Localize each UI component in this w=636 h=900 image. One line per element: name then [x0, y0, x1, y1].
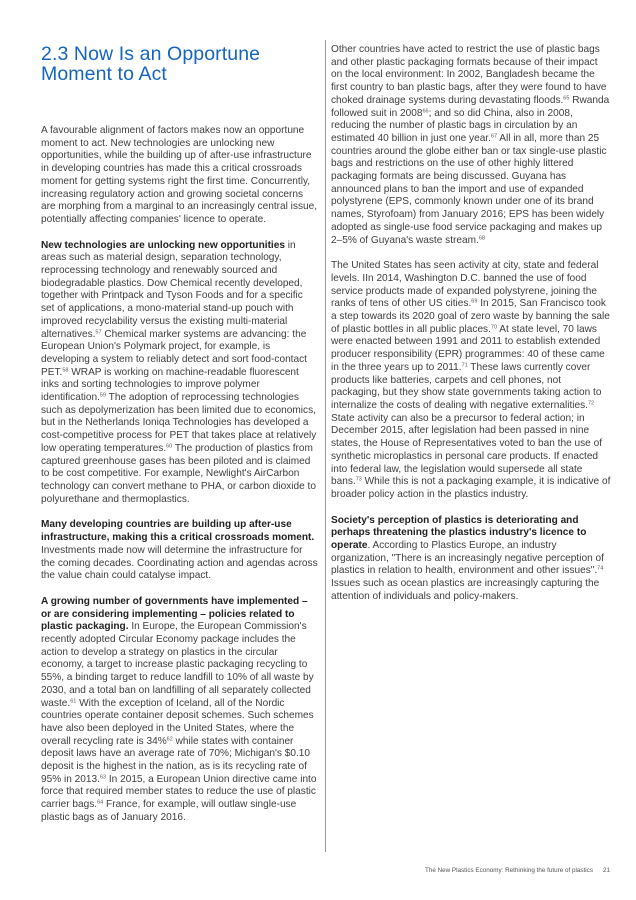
paragraph-lead: New technologies are unlocking new opportunities [41, 239, 285, 251]
society-perception-paragraph: Society's perception of plastics is deteriorating and perhaps threatening the plastics industry's licence to operate. According to Plastics Europe, an industry organization, "There is an increasingly negative perception of plastics in relation to health, environment and other issues".$^{74}$ Issues such as ocean plastics are increasingly capturing the attention of individuals and policy-makers. [331, 514, 604, 602]
infrastructure-paragraph: Many developing countries are building up after-use infrastructure, making this a critical crossroads moment. Investments made now will determine the infrastructure for the coming decades. Coordinating action and agendas across the value chain could catalyse impact. [41, 519, 318, 582]
footnote-ref: 72 [587, 400, 595, 407]
footnote-ref: 66 [422, 107, 429, 114]
intro-paragraph: A favourable alignment of factors makes now an opportune moment to act. New technologies are unlocking new opportunities, while the building up of after-use infrastructure in developing countries has made this a critical crossroads moment for getting systems right the first time. Concurrently, increasing regulatory action and growing societal concerns are morphing from a marginal to an increasingly central issue, potentially affecting companies' licence to operate. [41, 125, 318, 225]
footnote-ref: 73 [355, 476, 362, 483]
footnote-ref: 65 [563, 95, 570, 102]
other-countries-paragraph: Other countries have acted to restrict the use of plastic bags and other plastic packaging formats because of their impact on the local environment: In 2002, Bangladesh became the first country to ban plastic bags, after they were found to have choked drainage systems during devastating floods.$^{65}$ Rwanda followed suit in 2008$^{66}$; and so did China, also in 2008, reducing the number of plastic bags in circulation by an estimated 40 billion in just one year.$^{67}$ All in all, more than 25 countries around the globe either ban or tax single-use plastic bags and restrictions on the use of other highly littered packaging formats are being discussed. Guyana has announced plans to ban the import and use of expanded polystyrene (EPS, commonly known under one of its brand names, Styrofoam) from January 2016; EPS has been widely adopted as single-use food service packaging and makes up 2–5% of Guyana's waste stream.$^{68}$ [331, 44, 610, 246]
governments-paragraph: A growing number of governments have implemented – or are considering implementing – policies related to plastic packaging. In Europe, the European Commission's recently adopted Circular Economy package includes the action to develop a strategy on plastics in the circular economy, a target to increase plastic packaging recycling to 55%, a binding target to reduce landfill to 10% of all waste by 2030, and a total ban on landfilling of all separately collected waste.$^{61}$ With the exception of Iceland, all of the Nordic countries operate container deposit schemes. Such schemes have also been deployed in the United States, where the overall recycling rate is 34%$^{62}$ while states with container deposit laws have an average rate of 70%; Michigan's $0.10 deposit is the highest in the nation, as is its recycling rate of 95% in 2013.63 In 2015, a European Union directive came into force that required member states to reduce the use of plastic carrier bags.$^{64}$ France, for example, will outlaw single-use plastic bags as of January 2016. [41, 595, 317, 823]
footnote-ref: 64 [97, 799, 104, 806]
footnote-ref: 60 [166, 443, 173, 450]
footnote-ref: 69 [471, 298, 478, 305]
footnote-ref: 59 [99, 392, 107, 399]
footnote-ref: 62 [166, 736, 173, 743]
paragraph-lead: Society's perception of plastics is deteriorating and perhaps threatening the plastics industry's licence to operate [331, 514, 587, 552]
right-column [331, 44, 611, 617]
paragraph-lead: A growing number of governments have implemented – or are considering implementing – policies related to plastic packaging. [41, 595, 308, 633]
united-states-paragraph: The United States has seen activity at city, state and federal levels. IIn 2014, Washington D.C. banned the use of food service products made of expanded polystyrene, joining the ranks of tens of other US cities.$^{69}$ In 2015, San Francisco took a step towards its 2020 goal of zero waste by banning the sale of plastic bottles in all public places.$^{70}$ At state level, 70 laws were enacted between 1991 and 2011 to establish extended producer responsibility (EPR) programmes: 40 of these came in the three years up to 2011.71 These laws currently cover products like batteries, carpets and cell phones, not packaging, but they show state governments taking action to internalize the costs of dealing with negative externalities.$^{72}$ State activity can also be a precursor to federal action; in December 2015, after legislation had been passed in nine states, the House of Representatives voted to ban the use of synthetic microplastics in personal care products. If enacted into federal law, the legislation would supersede all state bans.$^{73}$ While this is not a packaging example, it is indicative of broader policy action in the plastics industry. [331, 260, 611, 500]
page-number: 21 [602, 867, 610, 874]
left-column [41, 44, 318, 838]
page-footer [425, 867, 610, 874]
technologies-paragraph: New technologies are unlocking new opportunities in areas such as material design, separation technology, reprocessing technology and renewably sourced and biodegradable plastics. Dow Chemical recently developed, together with Printpack and Tyson Foods and for a specific set of applications, a mono-material stand-up pouch with improved recyclability versus the existing multi-material alternatives.$^{57}$ Chemical marker systems are advancing: the European Union's Polymark project, for example, is developing a system to reliably detect and sort food-contact PET.$^{58}$ WRAP is working on machine-readable fluorescent inks and sorting technologies to improve polymer identification.$^{59}$ The adoption of reprocessing technologies such as depolymerization has been limited due to economics, but in the Netherlands Ioniqa Technologies has developed a cost-competitive process for PET that takes place at relatively low operating temperatures.$^{60}$ The production of plastics from captured greenhouse gases has been piloted and is claimed to be cost competitive. For example, Newlight's AirCarbon technology can convert methane to PHA, or carbon dioxide to polyurethane and thermoplastics. [41, 239, 317, 505]
footnote-ref: 74 [597, 565, 604, 572]
paragraph-lead: Many developing countries are building up after-use infrastructure, making this a critical crossroads moment. [41, 519, 315, 544]
section-heading: 2.3 Now Is an Opportune Moment to Act [41, 43, 261, 85]
footnote-ref: 70 [490, 324, 498, 331]
footnote-ref: 58 [62, 367, 69, 374]
footnote-ref: 61 [70, 697, 77, 704]
footnote-ref: 71 [461, 362, 468, 369]
footnote-ref: 57 [95, 328, 102, 335]
footnote-ref: 67 [490, 133, 498, 140]
footer-title: The New Plastics Economy: Rethinking the future of plastics [424, 867, 593, 874]
footnote-ref: 68 [478, 234, 485, 241]
footnote-ref: 63 [99, 774, 107, 781]
column-divider [325, 40, 326, 852]
